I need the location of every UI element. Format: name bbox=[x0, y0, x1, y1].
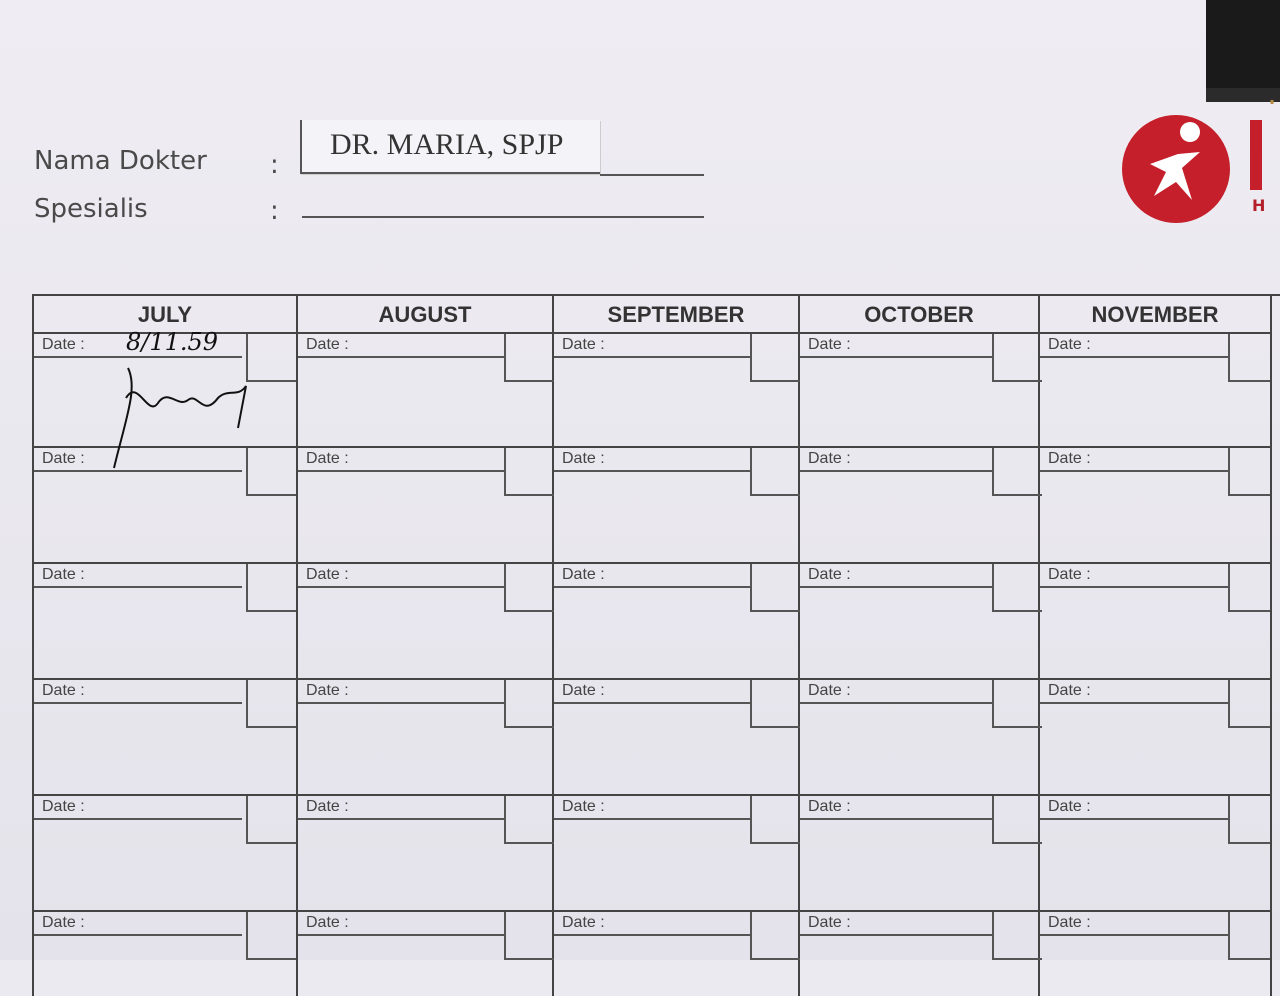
date-label: Date : bbox=[34, 334, 242, 358]
checkbox-area[interactable] bbox=[750, 334, 800, 382]
month-header: AUGUST bbox=[298, 296, 552, 334]
checkbox-area[interactable] bbox=[992, 334, 1042, 382]
date-label: Date : bbox=[34, 448, 242, 472]
checkbox-area[interactable] bbox=[750, 564, 800, 612]
spesialis-colon: : bbox=[270, 196, 279, 226]
date-cell[interactable] bbox=[298, 334, 552, 448]
date-cell[interactable] bbox=[554, 680, 798, 796]
date-cell[interactable] bbox=[34, 564, 296, 680]
date-label: Date : bbox=[34, 796, 242, 820]
hospital-logo-icon bbox=[1120, 112, 1232, 226]
month-header: OCTOBER bbox=[800, 296, 1038, 334]
date-label: Date : bbox=[554, 448, 750, 472]
checkbox-area[interactable] bbox=[992, 680, 1042, 728]
checkbox-area[interactable] bbox=[504, 680, 554, 728]
checkbox-area[interactable] bbox=[504, 334, 554, 382]
checkbox-area[interactable] bbox=[1228, 334, 1270, 382]
date-label: Date : bbox=[554, 912, 750, 936]
logo-wordmark-text: H bbox=[1252, 196, 1266, 215]
checkbox-area[interactable] bbox=[1228, 680, 1270, 728]
checkbox-area[interactable] bbox=[1228, 912, 1270, 960]
date-label: Date : bbox=[800, 680, 994, 704]
date-cell[interactable] bbox=[1040, 680, 1270, 796]
date-cell[interactable] bbox=[554, 912, 798, 996]
date-label: Date : bbox=[298, 680, 504, 704]
date-label: Date : bbox=[298, 334, 504, 358]
checkbox-area[interactable] bbox=[750, 796, 800, 844]
date-cell[interactable] bbox=[298, 680, 552, 796]
date-cell[interactable] bbox=[554, 334, 798, 448]
date-label: Date : bbox=[554, 334, 750, 358]
date-cell[interactable] bbox=[298, 448, 552, 564]
checkbox-area[interactable] bbox=[1228, 564, 1270, 612]
date-label: Date : bbox=[1040, 334, 1230, 358]
date-label: Date : bbox=[554, 796, 750, 820]
binder-clip-icon bbox=[1202, 0, 1280, 104]
month-header: SEPTEMBER bbox=[554, 296, 798, 334]
nama-dokter-label: Nama Dokter bbox=[34, 146, 207, 176]
checkbox-area[interactable] bbox=[1228, 448, 1270, 496]
schedule-table bbox=[32, 294, 1280, 996]
date-label: Date : bbox=[298, 448, 504, 472]
date-label: Date : bbox=[298, 912, 504, 936]
month-header: JULY bbox=[34, 296, 296, 334]
date-label: Date : bbox=[800, 912, 994, 936]
date-cell[interactable] bbox=[1040, 564, 1270, 680]
date-cell[interactable] bbox=[1040, 448, 1270, 564]
handwritten-date: 8/11.59 bbox=[126, 328, 219, 356]
date-cell[interactable] bbox=[298, 796, 552, 912]
logo-wordmark-fragment-icon bbox=[1250, 100, 1280, 190]
date-cell[interactable] bbox=[554, 448, 798, 564]
date-cell[interactable] bbox=[554, 564, 798, 680]
date-label: Date : bbox=[1040, 912, 1230, 936]
date-label: Date : bbox=[800, 334, 994, 358]
month-column-august bbox=[298, 296, 554, 996]
checkbox-area[interactable] bbox=[1228, 796, 1270, 844]
doctor-name-value: DR. MARIA, SPJP bbox=[330, 128, 564, 161]
month-column-october bbox=[800, 296, 1040, 996]
checkbox-area[interactable] bbox=[246, 680, 296, 728]
date-cell[interactable] bbox=[298, 912, 552, 996]
date-label: Date : bbox=[34, 680, 242, 704]
date-cell[interactable] bbox=[800, 448, 1038, 564]
date-label: Date : bbox=[800, 564, 994, 588]
month-header: NOVEMBER bbox=[1040, 296, 1270, 334]
checkbox-area[interactable] bbox=[504, 448, 554, 496]
date-label: Date : bbox=[1040, 564, 1230, 588]
spesialis-line bbox=[302, 216, 704, 218]
date-cell[interactable] bbox=[34, 448, 296, 564]
checkbox-area[interactable] bbox=[504, 564, 554, 612]
date-cell[interactable] bbox=[298, 564, 552, 680]
date-label: Date : bbox=[34, 564, 242, 588]
date-label: Date : bbox=[298, 564, 504, 588]
doctor-name-stamp bbox=[300, 120, 600, 174]
nama-dokter-colon: : bbox=[270, 150, 279, 180]
spesialis-label: Spesialis bbox=[34, 194, 148, 224]
checkbox-area[interactable] bbox=[504, 912, 554, 960]
date-cell[interactable] bbox=[800, 334, 1038, 448]
date-label: Date : bbox=[554, 564, 750, 588]
date-label: Date : bbox=[1040, 448, 1230, 472]
date-label: Date : bbox=[800, 448, 994, 472]
date-cell[interactable] bbox=[1040, 334, 1270, 448]
date-cell[interactable] bbox=[34, 796, 296, 912]
date-cell[interactable] bbox=[34, 912, 296, 996]
checkbox-area[interactable] bbox=[992, 564, 1042, 612]
date-cell[interactable] bbox=[34, 328, 296, 448]
date-cell[interactable] bbox=[800, 680, 1038, 796]
nama-dokter-line bbox=[600, 174, 704, 176]
date-cell[interactable] bbox=[34, 680, 296, 796]
date-cell[interactable] bbox=[554, 796, 798, 912]
date-cell[interactable] bbox=[1040, 912, 1270, 996]
month-column-november bbox=[1040, 296, 1272, 996]
month-column-july bbox=[34, 296, 298, 996]
checkbox-area[interactable] bbox=[992, 796, 1042, 844]
checkbox-area[interactable] bbox=[750, 912, 800, 960]
date-label: Date : bbox=[800, 796, 994, 820]
date-label: Date : bbox=[1040, 680, 1230, 704]
checkbox-area[interactable] bbox=[992, 448, 1042, 496]
checkbox-area[interactable] bbox=[246, 448, 296, 496]
date-cell[interactable] bbox=[1040, 796, 1270, 912]
checkbox-area[interactable] bbox=[246, 796, 296, 844]
date-label: Date : bbox=[298, 796, 504, 820]
month-column-september bbox=[554, 296, 800, 996]
date-label: Date : bbox=[1040, 796, 1230, 820]
checkbox-area[interactable] bbox=[750, 448, 800, 496]
checkbox-area[interactable] bbox=[992, 912, 1042, 960]
checkbox-area[interactable] bbox=[246, 564, 296, 612]
date-cell[interactable] bbox=[800, 912, 1038, 996]
date-label: Date : bbox=[554, 680, 750, 704]
checkbox-area[interactable] bbox=[504, 796, 554, 844]
date-label: Date : bbox=[34, 912, 242, 936]
date-cell[interactable] bbox=[800, 796, 1038, 912]
checkbox-area[interactable] bbox=[750, 680, 800, 728]
date-cell[interactable] bbox=[800, 564, 1038, 680]
checkbox-area[interactable] bbox=[246, 912, 296, 960]
